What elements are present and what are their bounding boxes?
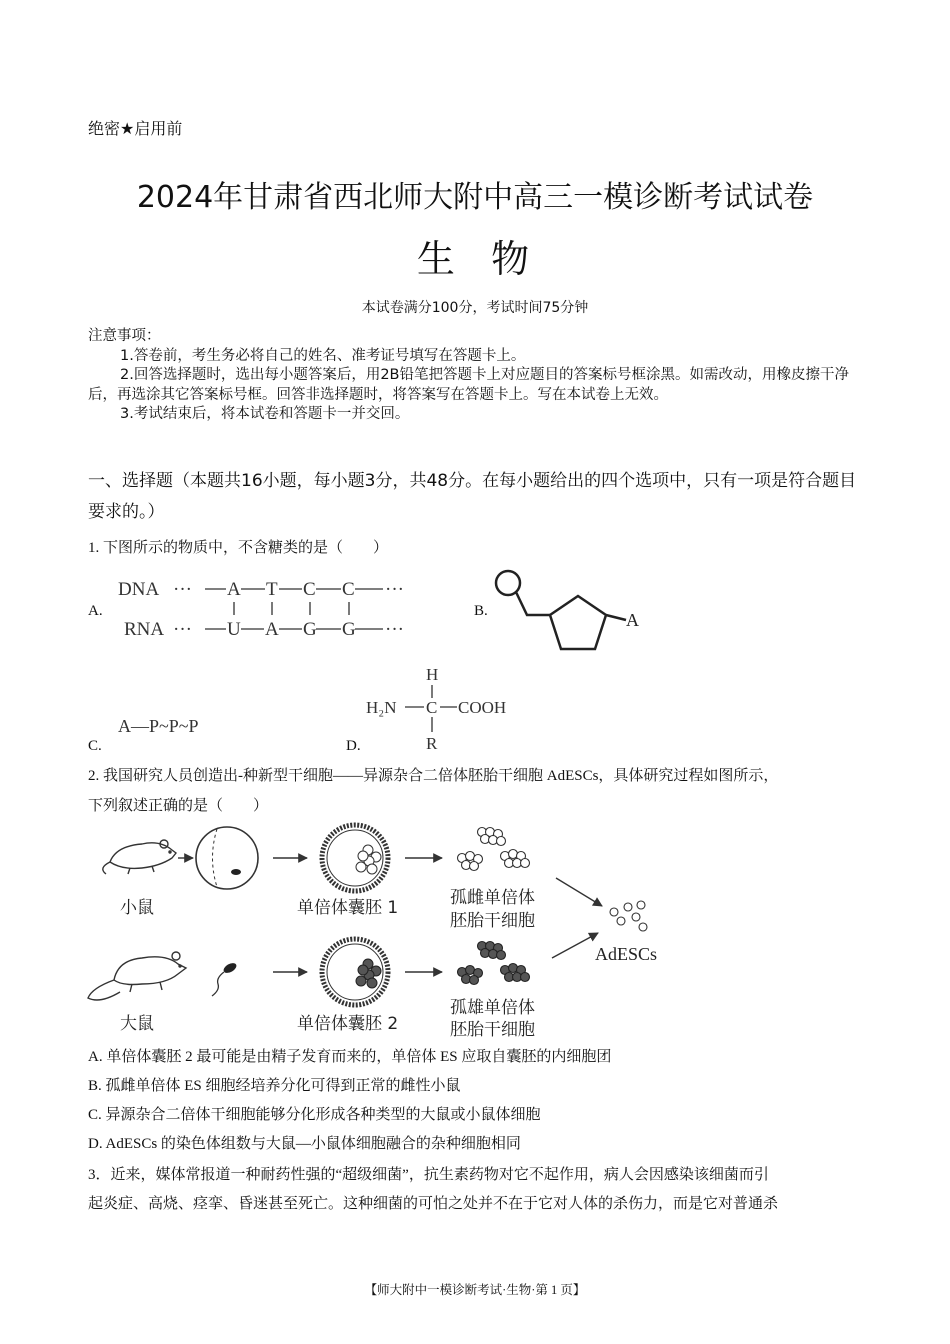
question-2-stem: 2. 我国研究人员创造出-种新型干细胞——异源杂合二倍体胚胎干细胞 AdESCs，具体研究过程如图所示，	[88, 768, 779, 784]
dna-base: C	[342, 579, 355, 600]
question-3-stem: 起炎症、高烧、痉挛、昏迷甚至死亡。这种细菌的可怕之处并不在于它对人体的杀伤力，而是它对普通杀	[88, 1196, 779, 1212]
dna-base: A	[227, 579, 241, 600]
dna-base: T	[266, 579, 278, 600]
dots: ···	[385, 579, 404, 600]
subject-title: 生 物	[416, 237, 534, 281]
question-2-stem: 下列叙述正确的是（ ）	[88, 798, 269, 814]
atp-formula: A—P~P~P	[118, 716, 199, 736]
page-title: 2024年甘肃省西北师大附中高三一模诊断考试试卷	[136, 180, 814, 215]
sperm-icon	[212, 961, 238, 996]
mouse-icon	[103, 840, 176, 874]
female-es-label: 胚胎干细胞	[450, 911, 535, 931]
male-haploid-es-cells-icon	[458, 942, 530, 985]
male-es-label: 胚胎干细胞	[450, 1020, 535, 1040]
adescs-cells-icon	[610, 901, 647, 931]
q2-option-c: C. 异源杂合二倍体干细胞能够分化形成各种类型的大鼠或小鼠体细胞	[88, 1107, 541, 1123]
question-3-stem: 3．近来，媒体常报道一种耐药性强的“超级细菌”，抗生素药物对它不起作用，病人会因感染该细菌而引	[88, 1167, 769, 1183]
exam-info: 本试卷满分100分，考试时间75分钟	[361, 300, 589, 316]
blastocyst-2-icon	[322, 939, 388, 1005]
secret-mark: 绝密★启用前	[88, 119, 183, 138]
amine-group-label: H₂N	[366, 698, 397, 717]
q2-option-d: D. AdESCs 的染色体组数与大鼠—小鼠体细胞融合的杂种细胞相同	[88, 1136, 521, 1152]
base-label: A	[626, 610, 639, 630]
rna-base: G	[342, 619, 356, 640]
carboxyl-group-label: COOH	[458, 698, 507, 717]
q1-option-b-label: B.	[474, 603, 488, 619]
rat-icon	[88, 952, 186, 1000]
q2-option-b: B. 孤雌单倍体 ES 细胞经培养分化可得到正常的雌性小鼠	[88, 1078, 461, 1094]
note-item: 1.答卷前，考生务必将自己的姓名、准考证号填写在答题卡上。	[120, 347, 526, 364]
hydrogen-label: H	[426, 665, 439, 684]
female-haploid-es-cells-icon	[458, 828, 530, 871]
q1-option-c-label: C.	[88, 738, 102, 754]
section-heading: 一、选择题（本题共16小题，每小题3分，共48分。在每小题给出的四个选项中，只有一项是符合题目要求的。）	[88, 471, 857, 522]
blastocyst-1-icon	[322, 825, 388, 891]
note-item: 2.回答选择题时，选出每小题答案后，用2B铅笔把答题卡上对应题目的答案标号框涂黑。如需改动，用橡皮擦干净后，再选涂其它答案标号框。回答非选择题时，将答案写在答题卡上。写在本试卷上无效。	[88, 367, 850, 403]
blastocyst-1-label: 单倍体囊胚 1	[297, 898, 399, 918]
oocyte-icon	[196, 827, 258, 889]
adescs-process-figure	[80, 820, 680, 1042]
dots: ···	[173, 579, 192, 600]
amino-acid-structure-figure	[362, 663, 532, 755]
q2-option-a: A. 单倍体囊胚 2 最可能是由精子发育而来的，单倍体 ES 应取自囊胚的内细胞团	[88, 1049, 612, 1065]
alpha-carbon-label: C	[426, 698, 438, 717]
rat-label: 大鼠	[120, 1014, 154, 1034]
q1-option-a-label: A.	[88, 603, 103, 619]
male-es-label: 孤雄单倍体	[450, 998, 535, 1018]
nucleotide-structure-figure	[490, 565, 660, 660]
mouse-label: 小鼠	[120, 898, 154, 918]
notes-block	[88, 327, 870, 425]
note-item: 3.考试结束后，将本试卷和答题卡一并交回。	[120, 406, 410, 422]
rna-base: U	[227, 619, 241, 640]
adescs-label: AdESCs	[595, 944, 658, 964]
dna-rna-pairing-figure	[115, 575, 415, 647]
q1-option-d-label: D.	[346, 738, 361, 754]
notes-heading: 注意事项：	[88, 328, 161, 344]
dots: ···	[385, 619, 404, 640]
female-es-label: 孤雌单倍体	[450, 888, 535, 908]
r-group-label: R	[426, 734, 438, 753]
question-1-stem: 1. 下图所示的物质中，不含糖类的是（ ）	[88, 540, 389, 556]
page-footer: 【师大附中一模诊断考试·生物·第 1 页】	[364, 1283, 586, 1297]
rna-base: A	[265, 619, 279, 640]
dots: ···	[173, 619, 192, 640]
rna-label: RNA	[124, 619, 165, 640]
dna-label: DNA	[118, 579, 160, 600]
dna-base: C	[303, 579, 316, 600]
rna-base: G	[303, 619, 317, 640]
blastocyst-2-label: 单倍体囊胚 2	[297, 1014, 399, 1034]
